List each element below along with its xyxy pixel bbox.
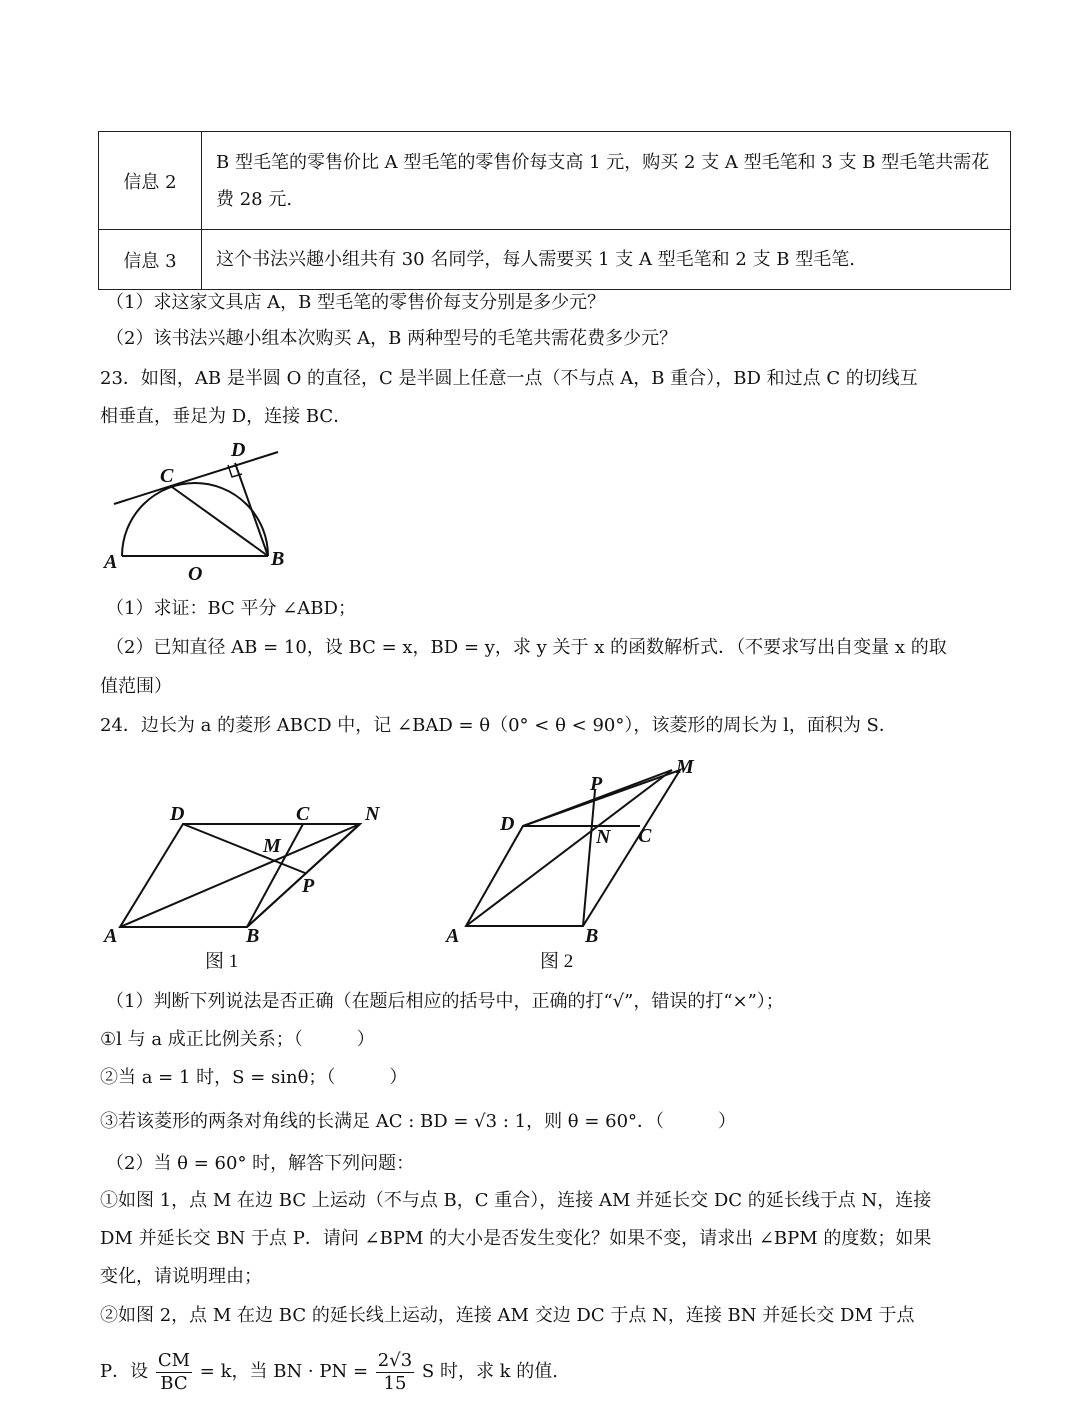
q23-stem-line2: 相垂直，垂足为 D，连接 BC． [100,406,352,427]
line-dp [183,824,305,873]
row-label: 信息 2 [99,132,202,230]
q23-part2-line1: （2）已知直径 AB = 10，设 BC = x，BD = y，求 y 关于 x 的函数解析式．（不要求写出自变量 x 的取 [106,637,947,658]
label-o: O [188,563,203,585]
label-b: B [271,548,285,570]
fig1-label-n: N [365,803,380,825]
q22-part1: （1）求这家文具店 A，B 型毛笔的零售价每支分别是多少元？ [106,292,606,313]
row-label: 信息 3 [99,230,202,290]
q24-part1: （1）判断下列说法是否正确（在题后相应的括号中，正确的打“√”，错误的打“×”）； [106,991,784,1012]
q24-case1-line2: DM 并延长交 BN 于点 P．请问 ∠BPM 的大小是否发生变化？如果不变，请求出 ∠BPM 的度数；如果 [100,1228,932,1249]
line-am [466,770,672,926]
q24-case2-line1: ②如图 2，点 M 在边 BC 的延长线上运动，连接 AM 交边 DC 于点 N，连接 BN 并延长交 DM 于点 [100,1305,915,1326]
fig1-label-d: D [170,803,185,825]
q24-part2: （2）当 θ = 60° 时，解答下列问题： [106,1153,415,1174]
fig2-label-a: A [446,925,460,947]
fig2-label-c: C [638,825,652,847]
fraction-denominator: 15 [383,1372,407,1394]
line-bp [583,790,595,926]
q24-case1-line3: 变化，请说明理由； [100,1266,262,1287]
fraction-numerator: 2√3 [377,1349,413,1371]
fig1-label-m: M [263,835,281,857]
q24-statement-2: ②当 a = 1 时，S = sinθ；（ ） [100,1067,408,1088]
fig1-label-a: A [104,925,118,947]
fraction-2root3-15 [376,1350,414,1395]
q22-part2: （2）该书法兴趣小组本次购买 A，B 两种型号的毛笔共需花费多少元？ [106,328,678,349]
fig2-label-n: N [596,826,611,848]
fraction-cm-bc [156,1350,192,1395]
case2-middle: = k，当 BN · PN = [199,1361,369,1382]
q24-stem: 24．边长为 a 的菱形 ABCD 中，记 ∠BAD = θ（0° < θ < 90°），该菱形的周长为 l，面积为 S． [100,715,897,736]
line-an [120,824,360,927]
fig1-label-c: C [296,803,310,825]
q24-case1-line1: ①如图 1，点 M 在边 BC 上运动（不与点 B，C 重合），连接 AM 并延长交 DC 的延长线于点 N，连接 [100,1190,932,1211]
fig2-caption: 图 2 [540,951,574,972]
row-text: B 型毛笔的零售价比 A 型毛笔的零售价每支高 1 元，购买 2 支 A 型毛笔和 3 支 B 型毛笔共需花费 28 元. [202,132,1011,230]
fig2-label-p: P [590,773,603,795]
fig1-label-p: P [302,875,315,897]
figure-1 [120,824,360,927]
figure-2 [466,770,680,926]
fig1-label-b: B [246,925,260,947]
row-text: 这个书法兴趣小组共有 30 名同学，每人需要买 1 支 A 型毛笔和 2 支 B 型毛笔. [202,230,1011,290]
case2-suffix: S 时，求 k 的值. [421,1361,559,1382]
label-a: A [104,551,118,573]
q23-stem-line1: 23．如图，AB 是半圆 O 的直径，C 是半圆上任意一点（不与点 A，B 重合），BD 和过点 C 的切线互 [100,368,918,389]
q23-part2-line2: 值范围） [100,676,172,697]
label-c: C [160,465,174,487]
fig2-label-m: M [676,756,694,778]
q24-case2-line2 [100,1348,558,1396]
q23-part1: （1）求证：BC 平分 ∠ABD； [106,598,356,619]
fig1-caption: 图 1 [205,951,239,972]
case2-prefix: P．设 [100,1361,149,1382]
label-d: D [231,439,246,461]
q24-statement-3: ③若该菱形的两条对角线的长满足 AC : BD = √3 : 1，则 θ = 60°．（ ） [100,1111,737,1132]
fraction-numerator: CM [157,1349,191,1371]
fig2-label-d: D [500,813,515,835]
fig2-label-b: B [585,925,599,947]
q24-statement-1: ①l 与 a 成正比例关系；（ ） [100,1029,375,1050]
fraction-denominator: BC [160,1372,188,1394]
